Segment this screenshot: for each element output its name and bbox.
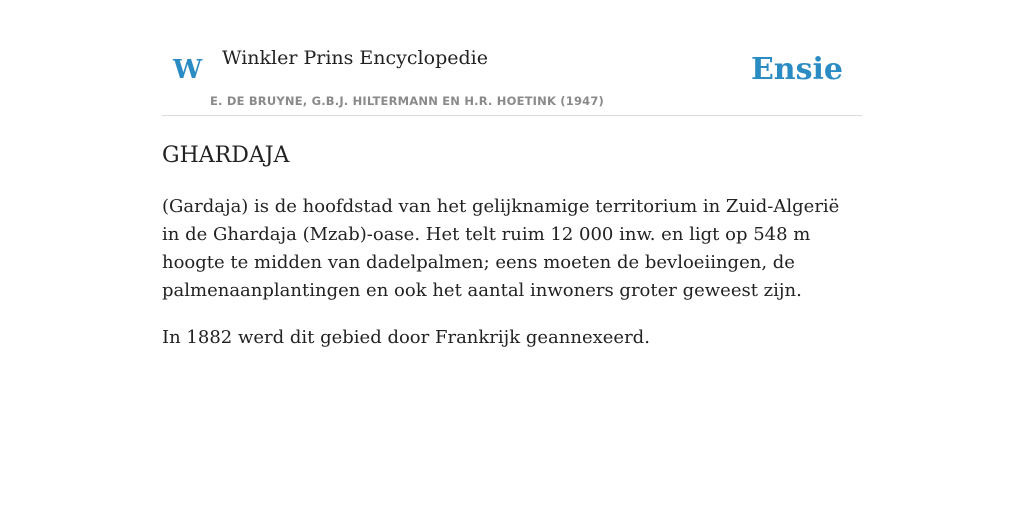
entry-paragraph: (Gardaja) is de hoofdstad van het gelijknamige territorium in Zuid-Algerië in de Ghardaja (Mzab)-oase. Het telt ruim 12 000 inw. en ligt op 548 m hoogte te midden van dadelpalmen; eens moeten de bevloeiingen, de palmenaanplantingen en ook het aantal inwoners groter geweest zijn.: [162, 196, 840, 301]
site-header: [162, 44, 862, 116]
site-logo[interactable]: W: [173, 55, 203, 85]
ensie-logo[interactable]: Ensie: [750, 52, 843, 87]
entry-body: [162, 193, 862, 352]
page: [162, 0, 862, 352]
site-authors: E. DE BRUYNE, G.B.J. HILTERMANN EN H.R. HOETINK (1947): [210, 94, 605, 108]
site-title[interactable]: Winkler Prins Encyclopedie: [222, 47, 488, 69]
entry-paragraph: In 1882 werd dit gebied door Frankrijk geannexeerd.: [162, 327, 650, 348]
entry-title: GHARDAJA: [162, 143, 290, 168]
